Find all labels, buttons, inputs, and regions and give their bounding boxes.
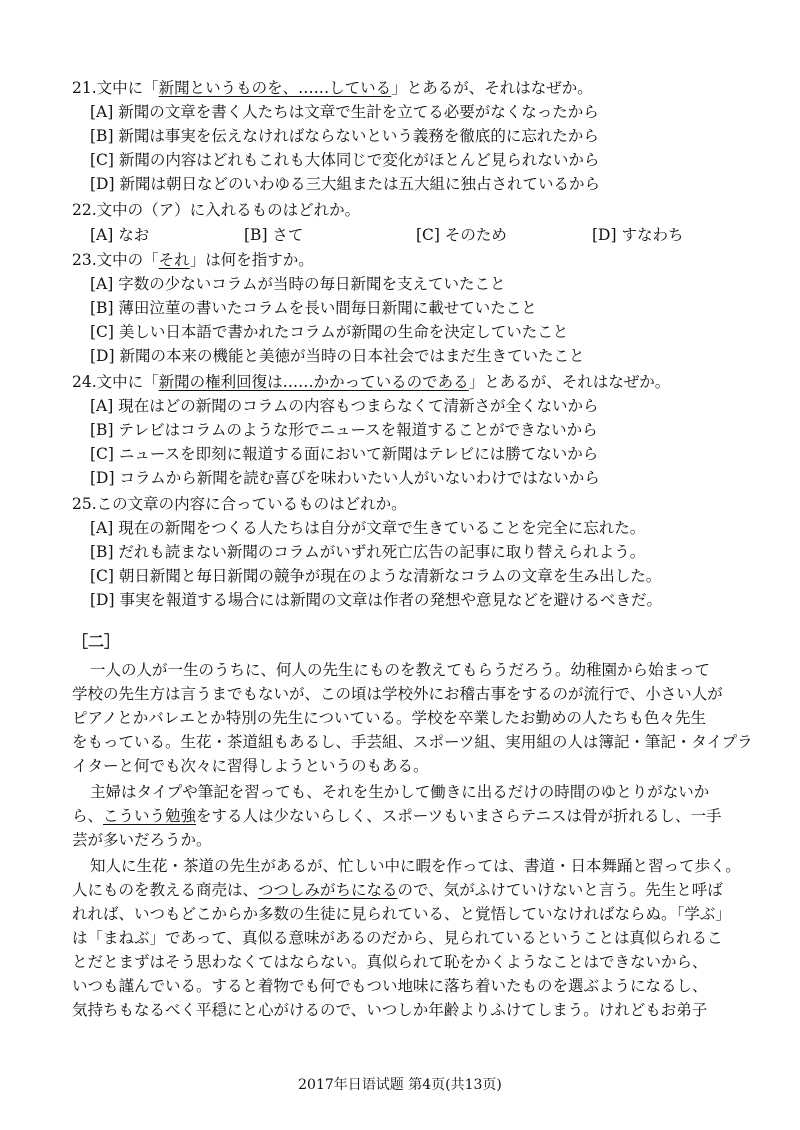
passage-line: 知人に生花・茶道の先生があるが、忙しい中に暇を作っては、書道・日本舞踊と習って歩く。 [90,857,741,875]
passage-line: れれば、いつもどこからか多数の生徒に見られている、と覚悟していなければならぬ。「学ぶ」 [72,905,731,923]
option-24-c: [C] ニュースを即刻に報道する面において新聞はテレビには勝てないから [90,445,599,463]
underlined-phrase: つつしみがちになる [258,881,398,899]
passage-line [72,804,732,828]
quoted-phrase: それ [158,251,190,269]
passage-text: をする人は少ないらしく、スポーツもいまさらテニスは骨が折れるし、一手 [196,807,722,825]
passage-line: 一人の人が一生のうちに、何人の先生にものを教えてもらうだろう。幼稚園から始まって [90,661,711,679]
passage-text: ので、気がふけていけないと言う。先生と呼ば [397,881,723,899]
passage-line: 気持ちもなるべく平穏にと心がけるので、いつしか年齢よりふけてしまう。けれどもお弟子 [72,1001,708,1019]
option-21-b: [B] 新聞は事実を伝えなければならないという義務を徹底的に忘れたから [90,127,599,145]
question-24 [72,370,670,394]
passage-text: ら、 [72,807,104,825]
passage-line: は「まねぶ」であって、真似る意味があるのだから、見られているということは真似られるこ [72,929,723,947]
question-text: この文章の内容に合っているものはどれか。 [96,495,407,513]
option-25-d: [D] 事実を報道する場合には新聞の文章は作者の発想や意見などを避けるべきだ。 [90,591,662,609]
passage-line: とだとまずはそう思わなくてはならない。真似られて恥をかくようなことはできないから、 [72,953,708,971]
passage-line: をもっている。生花・茶道組もあるし、手芸組、スポーツ組、実用組の人は簿記・筆記・タイプラ [72,733,753,751]
option-23-c: [C] 美しい日本語で書かれたコラムが新聞の生命を決定していたこと [90,323,569,341]
question-number: 24. [72,373,97,391]
question-22 [72,198,360,222]
option-21-d: [D] 新聞は朝日などのいわゆる三大組または五大組に独占されているから [90,175,600,193]
passage-line: 芸が多いだろうか。 [72,831,212,849]
option-22-d: [D] すなわち [592,226,684,244]
option-21-c: [C] 新聞の内容はどれもこれも大体同じで変化がほとんど見られないから [90,151,600,169]
passage-text: 人にものを教える商売は、 [72,881,259,899]
question-21 [72,76,593,100]
passage-line [72,878,732,902]
option-24-b: [B] テレビはコラムのような形でニュースを報道することができないから [90,421,598,439]
option-25-a: [A] 現在の新聞をつくる人たちは自分が文章で生きていることを完全に忘れた。 [90,519,646,537]
quoted-phrase: 新聞の権利回復は……かかっているのである [158,373,469,391]
page-footer: 2017年日语试题 第4页(共13页) [298,1077,502,1093]
option-24-d: [D] コラムから新聞を読む喜びを味わいたい人がいないわけではないから [90,469,600,487]
passage-line: ピアノとかバレエとか特別の先生についている。学校を卒業したお勤めの人たちも色々先生 [72,709,706,727]
option-23-d: [D] 新聞の本来の機能と美徳が当時の日本社会ではまだ生きていたこと [90,347,585,365]
question-text: 文中の「 [96,251,159,269]
question-text: 文中に「 [96,373,159,391]
option-23-a: [A] 字数の少ないコラムが当時の毎日新聞を支えていたこと [90,275,506,293]
option-21-a: [A] 新聞の文章を書く人たちは文章で生計を立てる必要がなくなったから [90,103,599,121]
question-number: 23. [72,251,97,269]
question-text: 」とあるが、それはなぜか。 [391,79,593,97]
underlined-phrase: こういう勉強 [103,807,197,825]
question-number: 22. [72,201,97,219]
question-number: 25. [72,495,97,513]
question-number: 21. [72,79,97,97]
option-22-a: [A] なお [90,226,150,244]
option-25-c: [C] 朝日新聞と毎日新聞の競争が現在のような清新なコラムの文章を生み出した。 [90,567,662,585]
section-title: ［二］ [72,632,121,651]
passage-line: 学校の先生方は言うまでもないが、この頃は学校外にお稽古事をするのが流行で、小さい人が [72,685,723,703]
options-22 [90,223,730,247]
question-text: 」とあるが、それはなぜか。 [468,373,671,391]
question-23 [72,248,314,272]
question-text: 」は何を指すか。 [189,251,314,269]
question-text: 文中に「 [96,79,159,97]
option-25-b: [B] だれも読まない新聞のコラムがいずれ死亡広告の記事に取り替えられよう。 [90,543,646,561]
passage-line: イターと何でも次々に習得しようというのもある。 [72,757,429,775]
quoted-phrase: 新聞というものを、……している [158,79,392,97]
option-23-b: [B] 薄田泣菫の書いたコラムを長い間毎日新聞に載せていたこと [90,299,537,317]
passage-line: 主婦はタイプや筆記を習っても、それを生かして働きに出るだけの時間のゆとりがないか [90,783,710,801]
question-25 [72,492,407,516]
option-22-b: [B] さて [244,226,304,244]
option-24-a: [A] 現在はどの新聞のコラムの内容もつまらなくて清新さが全くないから [90,397,599,415]
question-text: 文中の（ア）に入れるものはどれか。 [96,201,361,219]
passage-line: いつも謹んでいる。すると着物でも何でもつい地味に落ち着いたものを選ぶようになるし、 [72,977,708,995]
option-22-c: [C] そのため [416,226,507,244]
